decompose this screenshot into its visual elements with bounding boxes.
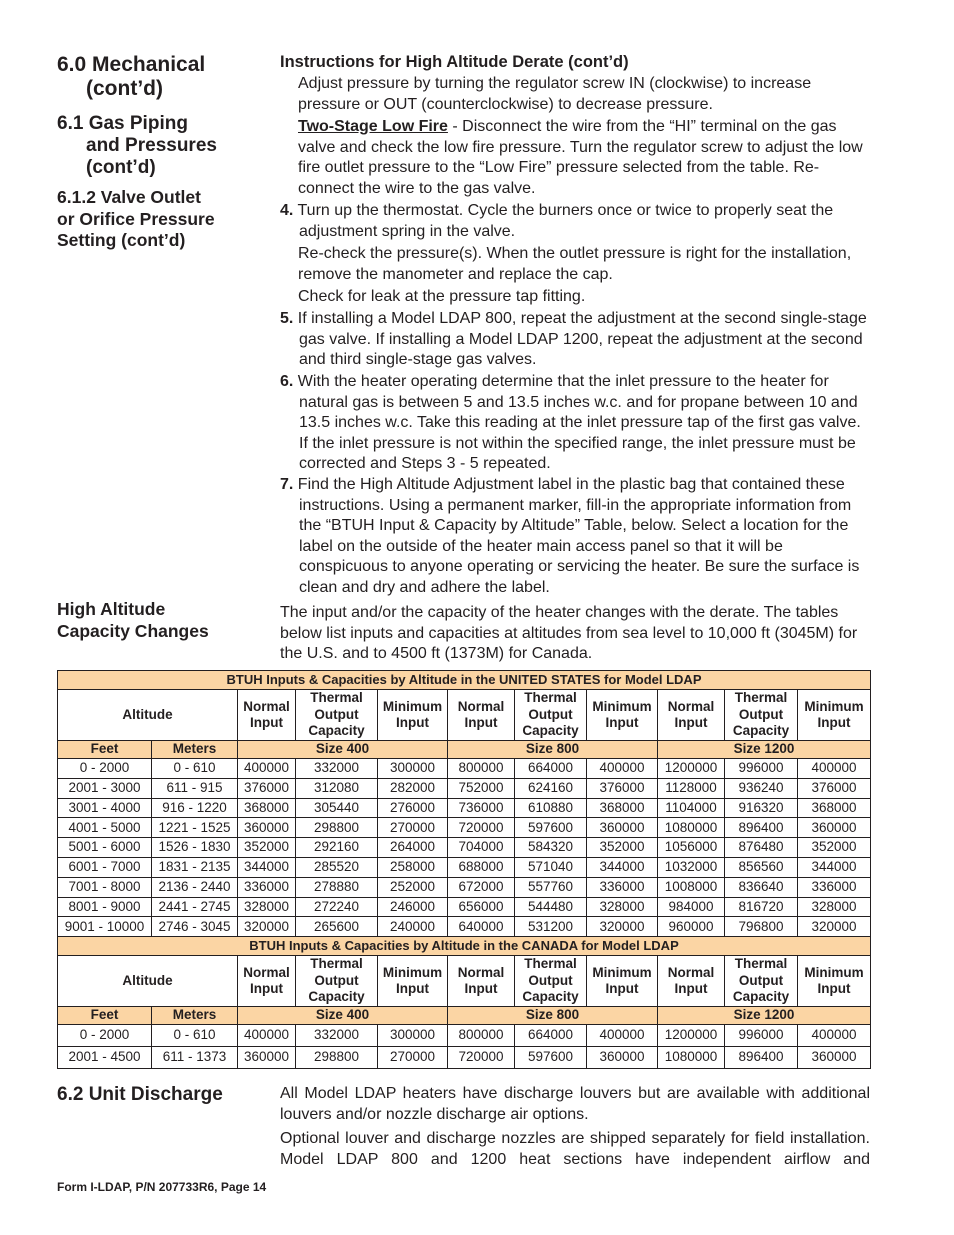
step-number: 7. (280, 476, 294, 493)
table-cell: 352000 (798, 838, 871, 858)
table-cell: 624160 (515, 778, 587, 798)
step-5 (280, 309, 872, 371)
table-cell: 368000 (238, 798, 296, 818)
ca-table-title: BTUH Inputs & Capacities by Altitude in the CANADA for Model LDAP (58, 937, 871, 956)
table-cell: 1221 - 1525 (152, 818, 238, 838)
feet-header: Feet (58, 1007, 152, 1025)
us-header-row (58, 690, 871, 741)
table-cell: 246000 (378, 897, 448, 917)
table-cell: 656000 (448, 897, 515, 917)
table-cell: 800000 (448, 759, 515, 779)
table-cell: 332000 (296, 1025, 378, 1047)
step-6 (280, 372, 872, 475)
table-cell: 4001 - 5000 (58, 818, 152, 838)
heading-line: or Orifice Pressure (57, 208, 215, 229)
table-cell: 400000 (238, 759, 296, 779)
us-size-band (58, 741, 871, 759)
table-cell: 328000 (238, 897, 296, 917)
table-cell: 996000 (725, 759, 798, 779)
table-cell: 400000 (798, 759, 871, 779)
section-heading-valve-outlet (57, 187, 215, 252)
table-cell: 916 - 1220 (152, 798, 238, 818)
heading-line: 6.1 Gas Piping (57, 113, 188, 134)
step-number: 5. (280, 310, 294, 327)
size-400-header: Size 400 (238, 1007, 448, 1025)
table-cell: 752000 (448, 778, 515, 798)
table-cell: 300000 (378, 759, 448, 779)
table-row (58, 917, 871, 937)
table-cell: 344000 (587, 857, 658, 877)
table-cell: 610880 (515, 798, 587, 818)
table-cell: 2001 - 3000 (58, 778, 152, 798)
instructions-title: Instructions for High Altitude Derate (cont’d) (280, 53, 629, 71)
table-cell: 376000 (587, 778, 658, 798)
table-cell: 2441 - 2745 (152, 897, 238, 917)
column-header: Thermal Output Capacity (725, 956, 798, 1007)
column-header: Thermal Output Capacity (296, 956, 378, 1007)
column-header: Normal Input (238, 956, 296, 1007)
table-cell: 996000 (725, 1025, 798, 1047)
two-stage-label: Two-Stage Low Fire (298, 118, 448, 135)
table-cell: 836640 (725, 877, 798, 897)
table-cell: 298800 (296, 818, 378, 838)
section-heading-mechanical (57, 53, 205, 101)
meters-header: Meters (152, 741, 238, 759)
size-800-header: Size 800 (448, 1007, 658, 1025)
table-cell: 1056000 (658, 838, 725, 858)
us-table-title: BTUH Inputs & Capacities by Altitude in the UNITED STATES for Model LDAP (58, 671, 871, 690)
table-cell: 270000 (378, 818, 448, 838)
ca-header-row (58, 956, 871, 1007)
table-cell: 344000 (798, 857, 871, 877)
table-cell: 368000 (587, 798, 658, 818)
discharge-paragraph-2: Optional louver and discharge nozzles are shipped separately for field installation. Model LDAP 800 and 1200 heat sections have independent airflow and (280, 1130, 870, 1168)
table-cell: 360000 (798, 818, 871, 838)
table-cell: 240000 (378, 917, 448, 937)
ca-size-band (58, 1007, 871, 1025)
table-row (58, 897, 871, 917)
table-cell: 336000 (798, 877, 871, 897)
table-cell: 276000 (378, 798, 448, 818)
table-row (58, 1047, 871, 1069)
table-cell: 360000 (587, 1047, 658, 1069)
heading-line: High Altitude (57, 599, 166, 619)
table-cell: 876480 (725, 838, 798, 858)
table-cell: 796800 (725, 917, 798, 937)
table-cell: 1831 - 2135 (152, 857, 238, 877)
table-cell: 960000 (658, 917, 725, 937)
table-cell: 984000 (658, 897, 725, 917)
table-cell: 298800 (296, 1047, 378, 1069)
discharge-paragraph-1: All Model LDAP heaters have discharge louvers but are available with additional louvers and/or nozzle discharge air options. (280, 1085, 870, 1123)
table-cell: 7001 - 8000 (58, 877, 152, 897)
heading-line: Capacity Changes (57, 620, 209, 641)
table-row (58, 778, 871, 798)
table-cell: 258000 (378, 857, 448, 877)
table-row (58, 798, 871, 818)
table-cell: 664000 (515, 1025, 587, 1047)
table-cell: 856560 (725, 857, 798, 877)
heading-line: Setting (cont’d) (57, 230, 186, 250)
table-cell: 800000 (448, 1025, 515, 1047)
section-heading-unit-discharge: 6.2 Unit Discharge (57, 1084, 223, 1105)
table-cell: 597600 (515, 818, 587, 838)
table-cell: 597600 (515, 1047, 587, 1069)
table-cell: 360000 (238, 818, 296, 838)
table-cell: 672000 (448, 877, 515, 897)
table-cell: 400000 (238, 1025, 296, 1047)
table-cell: 896400 (725, 1047, 798, 1069)
table-cell: 816720 (725, 897, 798, 917)
meters-header: Meters (152, 1007, 238, 1025)
column-header: Minimum Input (587, 956, 658, 1007)
table-cell: 1032000 (658, 857, 725, 877)
table-cell: 368000 (798, 798, 871, 818)
column-header: Thermal Output Capacity (725, 690, 798, 741)
table-cell: 305440 (296, 798, 378, 818)
column-header: Normal Input (238, 690, 296, 741)
page-footer: Form I-LDAP, P/N 207733R6, Page 14 (57, 1180, 267, 1194)
table-cell: 704000 (448, 838, 515, 858)
table-cell: 360000 (587, 818, 658, 838)
heading-line: (cont’d) (86, 77, 163, 100)
table-cell: 360000 (798, 1047, 871, 1069)
leak-paragraph: Check for leak at the pressure tap fitting. (298, 288, 586, 305)
table-cell: 376000 (798, 778, 871, 798)
step-number: 4. (280, 202, 294, 219)
table-cell: 1008000 (658, 877, 725, 897)
capacity-table (57, 670, 871, 1069)
altitude-header: Altitude (58, 956, 238, 1007)
table-cell: 584320 (515, 838, 587, 858)
table-cell: 264000 (378, 838, 448, 858)
column-header: Normal Input (448, 690, 515, 741)
table-row (58, 818, 871, 838)
table-cell: 292160 (296, 838, 378, 858)
step-text: Find the High Altitude Adjustment label in the plastic bag that contained these instructions. Using a permanent marker, fill-in the appropriate information from the “BTUH Input & Capacity by Altitude” Table, below. Select a location for the label on the outside of the heater main access panel so that it will be conspicuous to anyone operating or servicing the heater. Be sure the surface is clean and dry and adhere the label. (293, 476, 860, 596)
us-table-body (58, 671, 871, 937)
table-cell: 0 - 610 (152, 759, 238, 779)
table-cell: 664000 (515, 759, 587, 779)
heading-line: 6.0 Mechanical (57, 53, 206, 76)
section-heading-gas-piping (57, 113, 217, 179)
heading-line: and Pressures (86, 135, 217, 156)
table-cell: 896400 (725, 818, 798, 838)
table-cell: 1128000 (658, 778, 725, 798)
table-row (58, 877, 871, 897)
table-cell: 336000 (587, 877, 658, 897)
column-header: Normal Input (658, 690, 725, 741)
table-cell: 320000 (238, 917, 296, 937)
ca-table-body (58, 937, 871, 1069)
column-header: Minimum Input (378, 690, 448, 741)
table-cell: 544480 (515, 897, 587, 917)
table-cell: 376000 (238, 778, 296, 798)
column-header: Minimum Input (378, 956, 448, 1007)
table-cell: 320000 (798, 917, 871, 937)
table-cell: 252000 (378, 877, 448, 897)
column-header: Thermal Output Capacity (296, 690, 378, 741)
table-cell: 571040 (515, 857, 587, 877)
section-heading-high-altitude (57, 599, 209, 642)
step-number: 6. (280, 373, 294, 390)
table-cell: 1080000 (658, 818, 725, 838)
table-cell: 1526 - 1830 (152, 838, 238, 858)
column-header: Minimum Input (798, 956, 871, 1007)
table-cell: 278880 (296, 877, 378, 897)
table-cell: 328000 (587, 897, 658, 917)
step-text: If installing a Model LDAP 800, repeat the adjustment at the second single-stage gas valve. If installing a Model LDAP 1200, repeat the adjustment at the second and third single-stage gas valves. (293, 310, 867, 368)
table-cell: 557760 (515, 877, 587, 897)
table-cell: 344000 (238, 857, 296, 877)
table-cell: 332000 (296, 759, 378, 779)
table-cell: 720000 (448, 1047, 515, 1069)
size-800-header: Size 800 (448, 741, 658, 759)
table-cell: 2136 - 2440 (152, 877, 238, 897)
altitude-header: Altitude (58, 690, 238, 741)
table-cell: 336000 (238, 877, 296, 897)
table-row (58, 838, 871, 858)
feet-header: Feet (58, 741, 152, 759)
table-cell: 1200000 (658, 1025, 725, 1047)
table-row (58, 857, 871, 877)
table-cell: 270000 (378, 1047, 448, 1069)
column-header: Thermal Output Capacity (515, 690, 587, 741)
adjust-paragraph: Adjust pressure by turning the regulator screw IN (clockwise) to increase pressure or OUT (counterclockwise) to decrease pressure. (298, 75, 812, 113)
table-cell: 2001 - 4500 (58, 1047, 152, 1069)
table-cell: 611 - 915 (152, 778, 238, 798)
column-header: Normal Input (448, 956, 515, 1007)
table-cell: 400000 (587, 759, 658, 779)
size-1200-header: Size 1200 (658, 1007, 871, 1025)
table-cell: 272240 (296, 897, 378, 917)
table-cell: 736000 (448, 798, 515, 818)
step-4 (280, 201, 872, 242)
table-cell: 1104000 (658, 798, 725, 818)
step-text: Turn up the thermostat. Cycle the burners once or twice to properly seat the adjustment spring in the valve. (293, 202, 834, 240)
two-stage-text: - Disconnect the wire from the “HI” terminal on the gas valve and check the low fire pressure. Turn the regulator screw to adjust the low fire outlet pressure to the “Low Fire” pressure selected from the table. Re-connect the wire to the gas valve. (298, 118, 863, 197)
table-cell: 320000 (587, 917, 658, 937)
table-row (58, 759, 871, 779)
table-cell: 936240 (725, 778, 798, 798)
table-cell: 328000 (798, 897, 871, 917)
column-header: Minimum Input (798, 690, 871, 741)
column-header: Thermal Output Capacity (515, 956, 587, 1007)
table-cell: 352000 (238, 838, 296, 858)
table-cell: 400000 (587, 1025, 658, 1047)
table-cell: 0 - 2000 (58, 759, 152, 779)
size-400-header: Size 400 (238, 741, 448, 759)
table-cell: 688000 (448, 857, 515, 877)
step-text: With the heater operating determine that the inlet pressure to the heater for natural gas is between 5 and 13.5 inches w.c. and for propane between 10 and 13.5 inches w.c. Take this reading at the inlet pressure tap of the first gas valve. If the inlet pressure is not within the specified range, the inlet pressure must be corrected and Steps 3 - 5 repeated. (293, 373, 861, 472)
table-cell: 0 - 2000 (58, 1025, 152, 1047)
table-cell: 2746 - 3045 (152, 917, 238, 937)
table-cell: 8001 - 9000 (58, 897, 152, 917)
table-cell: 300000 (378, 1025, 448, 1047)
table-cell: 640000 (448, 917, 515, 937)
altitude-paragraph: The input and/or the capacity of the heater changes with the derate. The tables below list inputs and capacities at altitudes from sea level to 10,000 ft (3045M) for the U.S. and to 4500 ft (1373M) for Canada. (280, 604, 858, 662)
heading-line: 6.1.2 Valve Outlet (57, 187, 201, 207)
table-cell: 0 - 610 (152, 1025, 238, 1047)
recheck-paragraph: Re-check the pressure(s). When the outlet pressure is right for the installation, remove the manometer and replace the cap. (298, 245, 852, 283)
table-cell: 360000 (238, 1047, 296, 1069)
two-stage-paragraph (298, 117, 870, 199)
column-header: Minimum Input (587, 690, 658, 741)
table-cell: 352000 (587, 838, 658, 858)
table-cell: 5001 - 6000 (58, 838, 152, 858)
column-header: Normal Input (658, 956, 725, 1007)
heading-line: (cont’d) (86, 157, 156, 178)
table-row (58, 1025, 871, 1047)
table-cell: 531200 (515, 917, 587, 937)
table-cell: 9001 - 10000 (58, 917, 152, 937)
table-cell: 720000 (448, 818, 515, 838)
table-cell: 400000 (798, 1025, 871, 1047)
table-cell: 265600 (296, 917, 378, 937)
table-cell: 6001 - 7000 (58, 857, 152, 877)
table-cell: 1080000 (658, 1047, 725, 1069)
table-cell: 1200000 (658, 759, 725, 779)
step-7 (280, 475, 872, 598)
table-cell: 3001 - 4000 (58, 798, 152, 818)
table-cell: 916320 (725, 798, 798, 818)
table-cell: 285520 (296, 857, 378, 877)
table-cell: 312080 (296, 778, 378, 798)
table-cell: 611 - 1373 (152, 1047, 238, 1069)
size-1200-header: Size 1200 (658, 741, 871, 759)
table-cell: 282000 (378, 778, 448, 798)
